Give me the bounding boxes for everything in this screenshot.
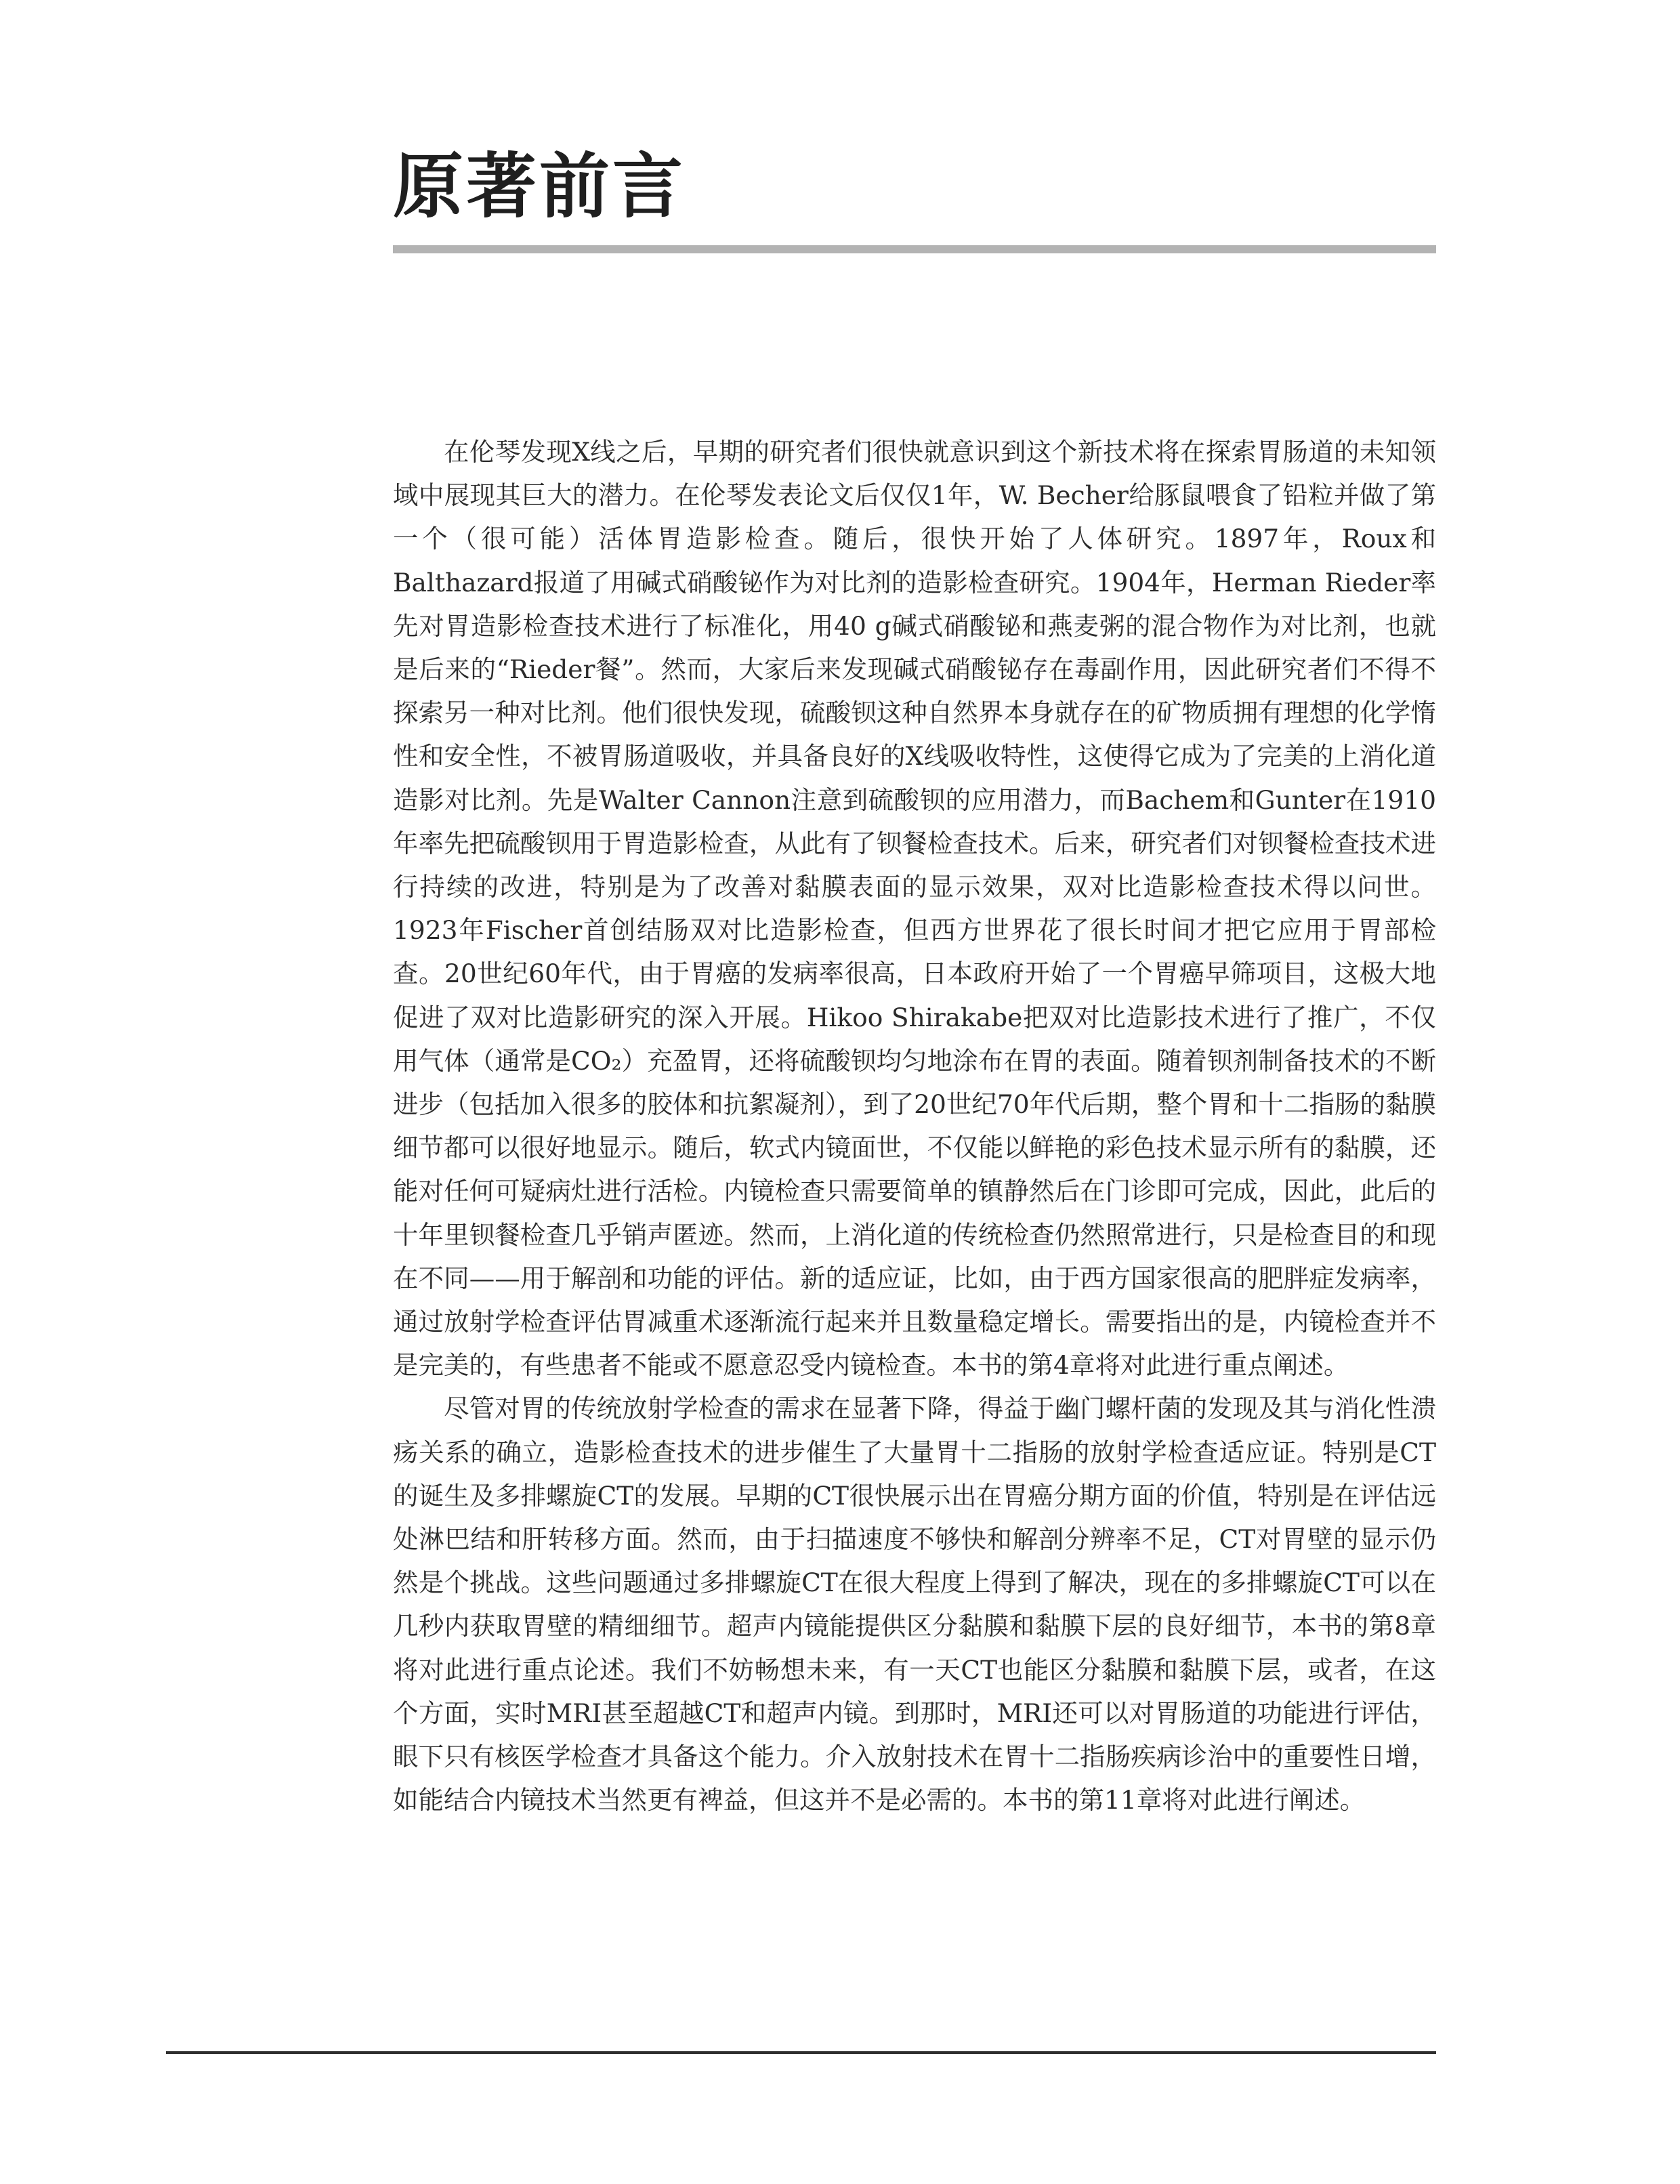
paragraph-1: 在伦琴发现X线之后，早期的研究者们很快就意识到这个新技术将在探索胃肠道的未知领域中展现其巨大的潜力。在伦琴发表论文后仅仅1年，W. Becher给豚鼠喂食了铅粒并做了第一个（很可能）活体胃造影检查。随后，很快开始了人体研究。1897年，Roux和Balthazard报道了用碱式硝酸铋作为对比剂的造影检查研究。1904年，Herman Rieder率先对胃造影检查技术进行了标准化，用40 g碱式硝酸铋和燕麦粥的混合物作为对比剂，也就是后来的“Rieder餐”。然而，大家后来发现碱式硝酸铋存在毒副作用，因此研究者们不得不探索另一种对比剂。他们很快发现，硫酸钡这种自然界本身就存在的矿物质拥有理想的化学惰性和安全性，不被胃肠道吸收，并具备良好的X线吸收特性，这使得它成为了完美的上消化道造影对比剂。先是Walter Cannon注意到硫酸钡的应用潜力，而Bachem和Gunter在1910年率先把硫酸钡用于胃造影检查，从此有了钡餐检查技术。后来，研究者们对钡餐检查技术进行持续的改进，特别是为了改善对黏膜表面的显示效果，双对比造影检查技术得以问世。1923年Fischer首创结肠双对比造影检查，但西方世界花了很长时间才把它应用于胃部检查。20世纪60年代，由于胃癌的发病率很高，日本政府开始了一个胃癌早筛项目，这极大地促进了双对比造影研究的深入开展。Hikoo Shirakabe把双对比造影技术进行了推广，不仅用气体（通常是CO₂）充盈胃，还将硫酸钡均匀地涂布在胃的表面。随着钡剂制备技术的不断进步（包括加入很多的胶体和抗絮凝剂），到了20世纪70年代后期，整个胃和十二指肠的黏膜细节都可以很好地显示。随后，软式内镜面世，不仅能以鲜艳的彩色技术显示所有的黏膜，还能对任何可疑病灶进行活检。内镜检查只需要简单的镇静然后在门诊即可完成，因此，此后的十年里钡餐检查几乎销声匿迹。然而，上消化道的传统检查仍然照常进行，只是检查目的和现在不同——用于解剖和功能的评估。新的适应证，比如，由于西方国家很高的肥胖症发病率，通过放射学检查评估胃减重术逐渐流行起来并且数量稳定增长。需要指出的是，内镜检查并不是完美的，有些患者不能或不愿意忍受内镜检查。本书的第4章将对此进行重点阐述。 (393, 437, 1436, 1381)
paragraph-2: 尽管对胃的传统放射学检查的需求在显著下降，得益于幽门螺杆菌的发现及其与消化性溃疡关系的确立，造影检查技术的进步催生了大量胃十二指肠的放射学检查适应证。特别是CT的诞生及多排螺旋CT的发展。早期的CT很快展示出在胃癌分期方面的价值，特别是在评估远处淋巴结和肝转移方面。然而，由于扫描速度不够快和解剖分辨率不足，CT对胃壁的显示仍然是个挑战。这些问题通过多排螺旋CT在很大程度上得到了解决，现在的多排螺旋CT可以在几秒内获取胃壁的精细细节。超声内镜能提供区分黏膜和黏膜下层的良好细节，本书的第8章将对此进行重点论述。我们不妨畅想未来，有一天CT也能区分黏膜和黏膜下层，或者，在这个方面，实时MRI甚至超越CT和超声内镜。到那时，MRI还可以对胃肠道的功能进行评估，眼下只有核医学检查才具备这个能力。介入放射技术在胃十二指肠疾病诊治中的重要性日增，如能结合内镜技术当然更有裨益，但这并不是必需的。本书的第11章将对此进行阐述。 (393, 1393, 1436, 1815)
footer-divider (166, 2051, 1436, 2054)
page-title: 原著前言 (393, 144, 686, 228)
body-text (393, 430, 1436, 2029)
title-divider (393, 245, 1436, 253)
